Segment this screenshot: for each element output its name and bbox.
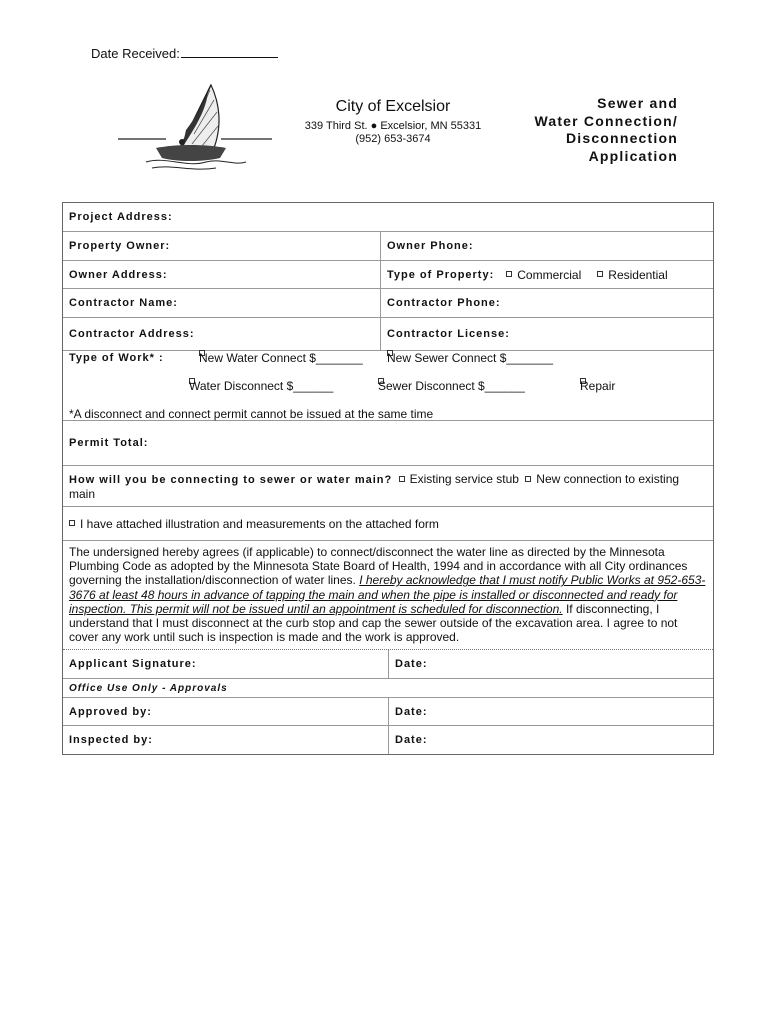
owner-phone-field[interactable] <box>381 232 713 260</box>
main-label: main <box>69 487 96 501</box>
attached-label: I have attached illustration and measurements on the attached form <box>80 516 439 531</box>
contractor-address-field[interactable] <box>63 318 381 350</box>
office-use-label: Office Use Only - Approvals <box>69 682 228 694</box>
row-office-use <box>63 679 713 698</box>
title-line-4: Application <box>588 147 678 164</box>
approved-by-label: Approved by: <box>69 705 152 718</box>
new-water-label: New Water Connect $_______ <box>199 351 363 365</box>
city-header <box>298 98 488 145</box>
title-line-1: Sewer and <box>597 95 678 111</box>
new-connection-label: New connection to existing <box>536 472 680 486</box>
row-inspected-by <box>63 726 713 754</box>
property-owner-label: Property Owner: <box>69 240 171 252</box>
contractor-address-label: Contractor Address: <box>69 328 195 340</box>
row-owner-address <box>63 261 713 289</box>
property-owner-field[interactable] <box>63 232 381 260</box>
row-permit-total[interactable] <box>63 421 713 466</box>
commercial-option[interactable] <box>506 268 581 282</box>
row-attached[interactable] <box>63 507 713 541</box>
city-name: City of Excelsior <box>335 98 451 115</box>
application-title <box>534 95 678 165</box>
date-received-label: Date Received: <box>91 46 180 61</box>
commercial-label: Commercial <box>517 267 582 282</box>
owner-address-label: Owner Address: <box>69 268 168 281</box>
row-contractor <box>63 289 713 318</box>
contractor-phone-field[interactable] <box>381 289 713 317</box>
commercial-checkbox[interactable] <box>506 271 512 277</box>
inspected-date-label: Date: <box>395 734 428 747</box>
row-owner <box>63 232 713 261</box>
residential-checkbox[interactable] <box>597 271 603 277</box>
city-address: 339 Third St. ● Excelsior, MN 55331 <box>304 120 482 132</box>
work-note: *A disconnect and connect permit cannot be issued at the same time <box>69 407 434 421</box>
water-disconnect-label: Water Disconnect $______ <box>189 379 334 393</box>
date-received-line[interactable] <box>181 47 278 58</box>
row-applicant-signature <box>63 650 713 679</box>
agreement-p1: The undersigned hereby agrees (if applicable) to connect/disconnect the water line as directed by the Minnesota Plumbing Code as adopted by the Minnesota State Board of Health, 1994 and in accordance with all City ordinances governing the installation/disconnection of water lines. <box>69 545 688 588</box>
inspected-by-field[interactable] <box>63 726 389 754</box>
row-connection-method <box>63 466 713 507</box>
sewer-disconnect-label: Sewer Disconnect $______ <box>378 379 525 393</box>
residential-option[interactable] <box>597 268 667 282</box>
approved-date-label: Date: <box>395 705 428 718</box>
repair-label: Repair <box>580 379 616 393</box>
row-type-of-work <box>63 351 713 421</box>
connect-question: How will you be connecting to sewer or water main? <box>69 474 393 486</box>
applicant-signature-field[interactable] <box>63 650 389 678</box>
residential-label: Residential <box>608 267 668 282</box>
sailboat-logo <box>116 82 274 174</box>
agreement-acknowledgement: I hereby acknowledge that I must notify Public Works at 952-653-3676 at least 48 hours in advance of tapping the main and when the pipe is installed or disconnected and ready for inspection. This permit will not be issued until an appointment is scheduled for disconnection. <box>69 573 706 616</box>
applicant-date-label: Date: <box>395 658 428 671</box>
attached-checkbox[interactable] <box>69 520 75 526</box>
existing-stub-label: Existing service stub <box>409 472 519 486</box>
contractor-phone-label: Contractor Phone: <box>387 297 501 309</box>
new-connection-option[interactable] <box>522 472 679 486</box>
date-received <box>91 46 278 61</box>
project-address-label: Project Address: <box>69 211 173 223</box>
row-contractor-address <box>63 318 713 351</box>
existing-stub-option[interactable] <box>396 472 519 486</box>
row-approved-by <box>63 698 713 726</box>
type-of-property-label: Type of Property: <box>387 268 495 281</box>
contractor-license-field[interactable] <box>381 318 713 350</box>
approved-by-field[interactable] <box>63 698 389 725</box>
contractor-name-field[interactable] <box>63 289 381 317</box>
owner-address-field[interactable] <box>63 261 381 288</box>
approved-date-field[interactable] <box>389 698 713 725</box>
applicant-signature-label: Applicant Signature: <box>69 658 197 671</box>
inspected-by-label: Inspected by: <box>69 734 153 747</box>
title-line-2: Water Connection/ <box>534 112 678 129</box>
permit-total-label: Permit Total: <box>69 437 149 449</box>
new-connection-checkbox[interactable] <box>525 476 531 482</box>
new-sewer-label: New Sewer Connect $_______ <box>387 351 554 365</box>
agreement-p2: If disconnecting, I understand that I must disconnect at the curb stop and cap the sewer outside of the excavation area. I agree to not cover any work until such is inspection is made and the work is approved. <box>69 601 678 645</box>
city-phone: (952) 653-3674 <box>355 133 431 145</box>
agreement-text <box>63 541 713 650</box>
type-of-work-label: Type of Work* : <box>69 352 164 364</box>
inspected-date-field[interactable] <box>389 726 713 754</box>
existing-stub-checkbox[interactable] <box>399 476 405 482</box>
applicant-date-field[interactable] <box>389 650 713 678</box>
type-of-property-field <box>381 261 713 288</box>
title-line-3: Disconnection <box>565 130 678 146</box>
contractor-name-label: Contractor Name: <box>69 297 178 309</box>
contractor-license-label: Contractor License: <box>387 328 510 340</box>
row-project-address[interactable] <box>63 203 713 232</box>
application-form <box>62 202 714 755</box>
owner-phone-label: Owner Phone: <box>387 240 474 252</box>
